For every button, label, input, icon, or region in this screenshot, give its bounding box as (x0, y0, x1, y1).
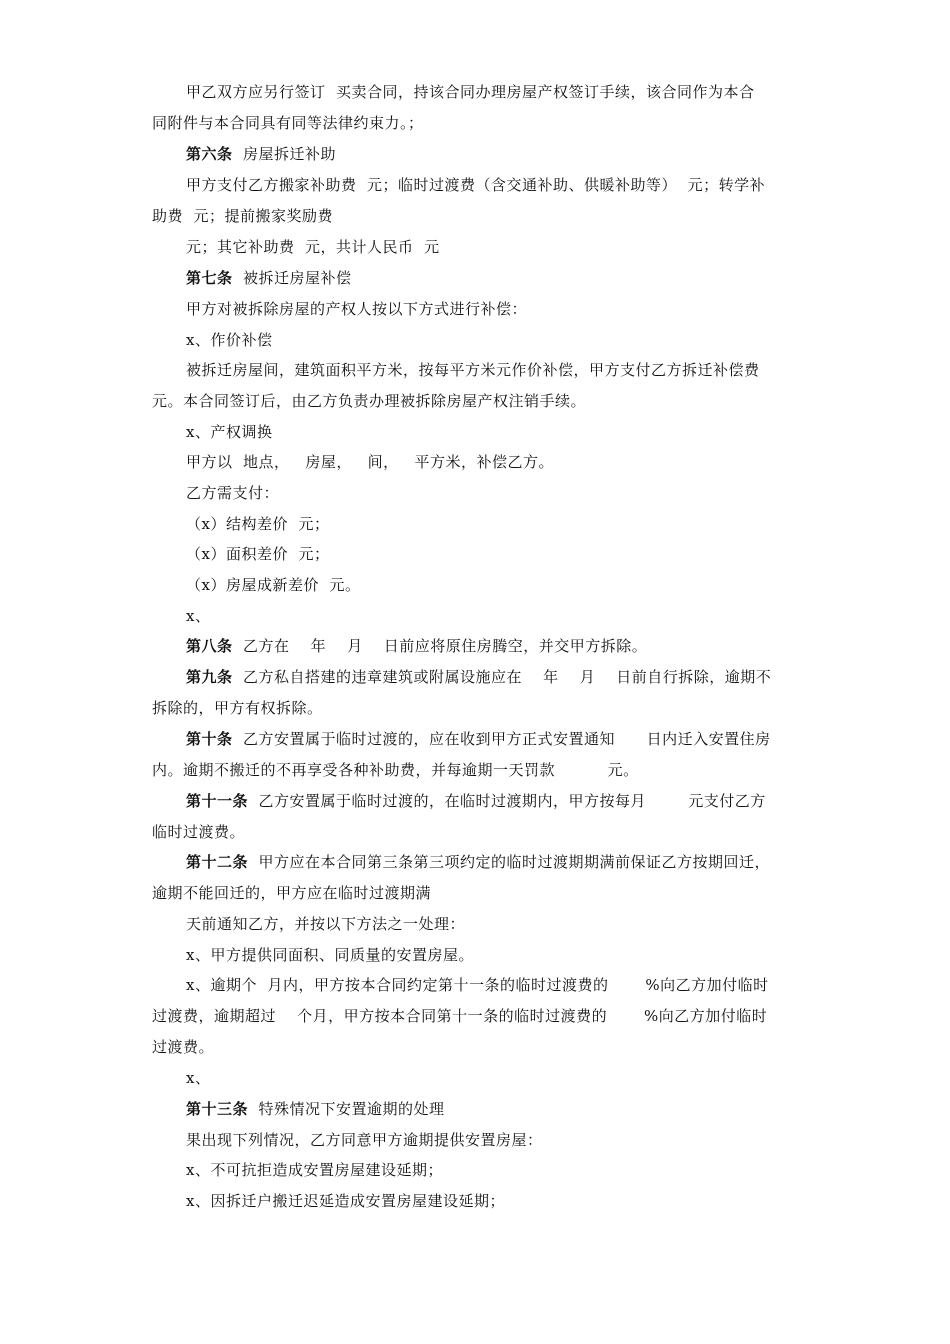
article-title: 被拆迁房屋补偿 (232, 269, 352, 287)
article-text: 乙方安置属于临时过渡的，应在收到甲方正式安置通知 日内迁入安置住房 (232, 730, 771, 748)
article-8-heading (0, 636, 950, 656)
paragraph-line: x、因拆迁户搬迁迟延造成安置房屋建设延期； (186, 1192, 505, 1210)
paragraph-line: 甲乙双方应另行签订 买卖合同，持该合同办理房屋产权签订手续，该合同作为本合 (186, 83, 755, 101)
article-text: 甲方应在本合同第三条第三项约定的临时过渡期期满前保证乙方按期回迁， (248, 853, 771, 871)
paragraph-line: 被拆迁房屋间，建筑面积平方米，按每平方米元作价补偿，甲方支付乙方拆迁补偿费 (186, 361, 760, 379)
article-number: 第十二条 (186, 853, 249, 871)
paragraph-line: 过渡费。 (152, 1038, 215, 1056)
article-title: 特殊情况下安置逾期的处理 (248, 1100, 445, 1118)
article-10-heading (0, 729, 950, 749)
paragraph-line: 元；其它补助费 元，共计人民币 元 (186, 238, 440, 256)
article-number: 第十一条 (186, 792, 249, 810)
paragraph-line: 果出现下列情况，乙方同意甲方逾期提供安置房屋： (186, 1131, 543, 1149)
paragraph-line: x、逾期个 月内，甲方按本合同约定第十一条的临时过渡费的 %向乙方加付临时 (186, 976, 769, 994)
paragraph-line: （x）房屋成新差价 元。 (186, 576, 361, 594)
paragraph-line: x、 (186, 607, 211, 625)
article-text: 乙方安置属于临时过渡的，在临时过渡期内，甲方按每月 元支付乙方 (248, 792, 766, 810)
article-7-heading (0, 268, 950, 288)
paragraph-line: 乙方需支付： (186, 484, 280, 502)
article-title: 房屋拆迁补助 (232, 145, 337, 163)
paragraph-line: x、 (186, 1069, 211, 1087)
paragraph-line: 天前通知乙方，并按以下方法之一处理： (186, 915, 466, 933)
article-number: 第六条 (186, 145, 233, 163)
paragraph-line: 拆除的，甲方有权拆除。 (152, 699, 323, 717)
paragraph-line: x、作价补偿 (186, 331, 273, 349)
paragraph-line: x、产权调换 (186, 423, 273, 441)
article-12-heading (0, 852, 950, 872)
paragraph-line: 助费 元；提前搬家奖励费 (152, 207, 334, 225)
article-number: 第八条 (186, 637, 233, 655)
paragraph-line: x、不可抗拒造成安置房屋建设延期； (186, 1161, 443, 1179)
article-text: 乙方私自搭建的违章建筑或附属设施应在 年 月 日前自行拆除，逾期不 (232, 668, 772, 686)
paragraph-line: 元。本合同签订后，由乙方负责办理被拆除房屋产权注销手续。 (152, 392, 587, 410)
paragraph-line: 过渡费，逾期超过 个月，甲方按本合同第十一条的临时过渡费的 %向乙方加付临时 (152, 1007, 768, 1025)
article-6-heading (0, 144, 950, 164)
paragraph-line: 逾期不能回迁的，甲方应在临时过渡期满 (152, 884, 432, 902)
paragraph-line: （x）面积差价 元； (186, 545, 330, 563)
paragraph-line: 同附件与本合同具有同等法律约束力。； (152, 114, 424, 132)
paragraph-line: 甲方对被拆除房屋的产权人按以下方式进行补偿： (186, 300, 528, 318)
article-text: 乙方在 年 月 日前应将原住房腾空，并交甲方拆除。 (232, 637, 648, 655)
paragraph-line: 甲方支付乙方搬家补助费 元；临时过渡费（含交通补助、供暖补助等） 元；转学补 (186, 176, 766, 194)
article-11-heading (0, 791, 950, 811)
article-13-heading (0, 1099, 950, 1119)
paragraph-line: 内。逾期不搬迁的不再享受各种补助费，并每逾期一天罚款 元。 (152, 761, 639, 779)
paragraph-line: （x）结构差价 元； (186, 515, 330, 533)
paragraph-line: 甲方以 地点， 房屋， 间， 平方米，补偿乙方。 (186, 453, 554, 471)
paragraph-line: 临时过渡费。 (152, 823, 246, 841)
paragraph-line: x、甲方提供同面积、同质量的安置房屋。 (186, 946, 474, 964)
article-number: 第七条 (186, 269, 233, 287)
article-9-heading (0, 667, 950, 687)
article-number: 第九条 (186, 668, 233, 686)
article-number: 第十三条 (186, 1100, 249, 1118)
article-number: 第十条 (186, 730, 233, 748)
